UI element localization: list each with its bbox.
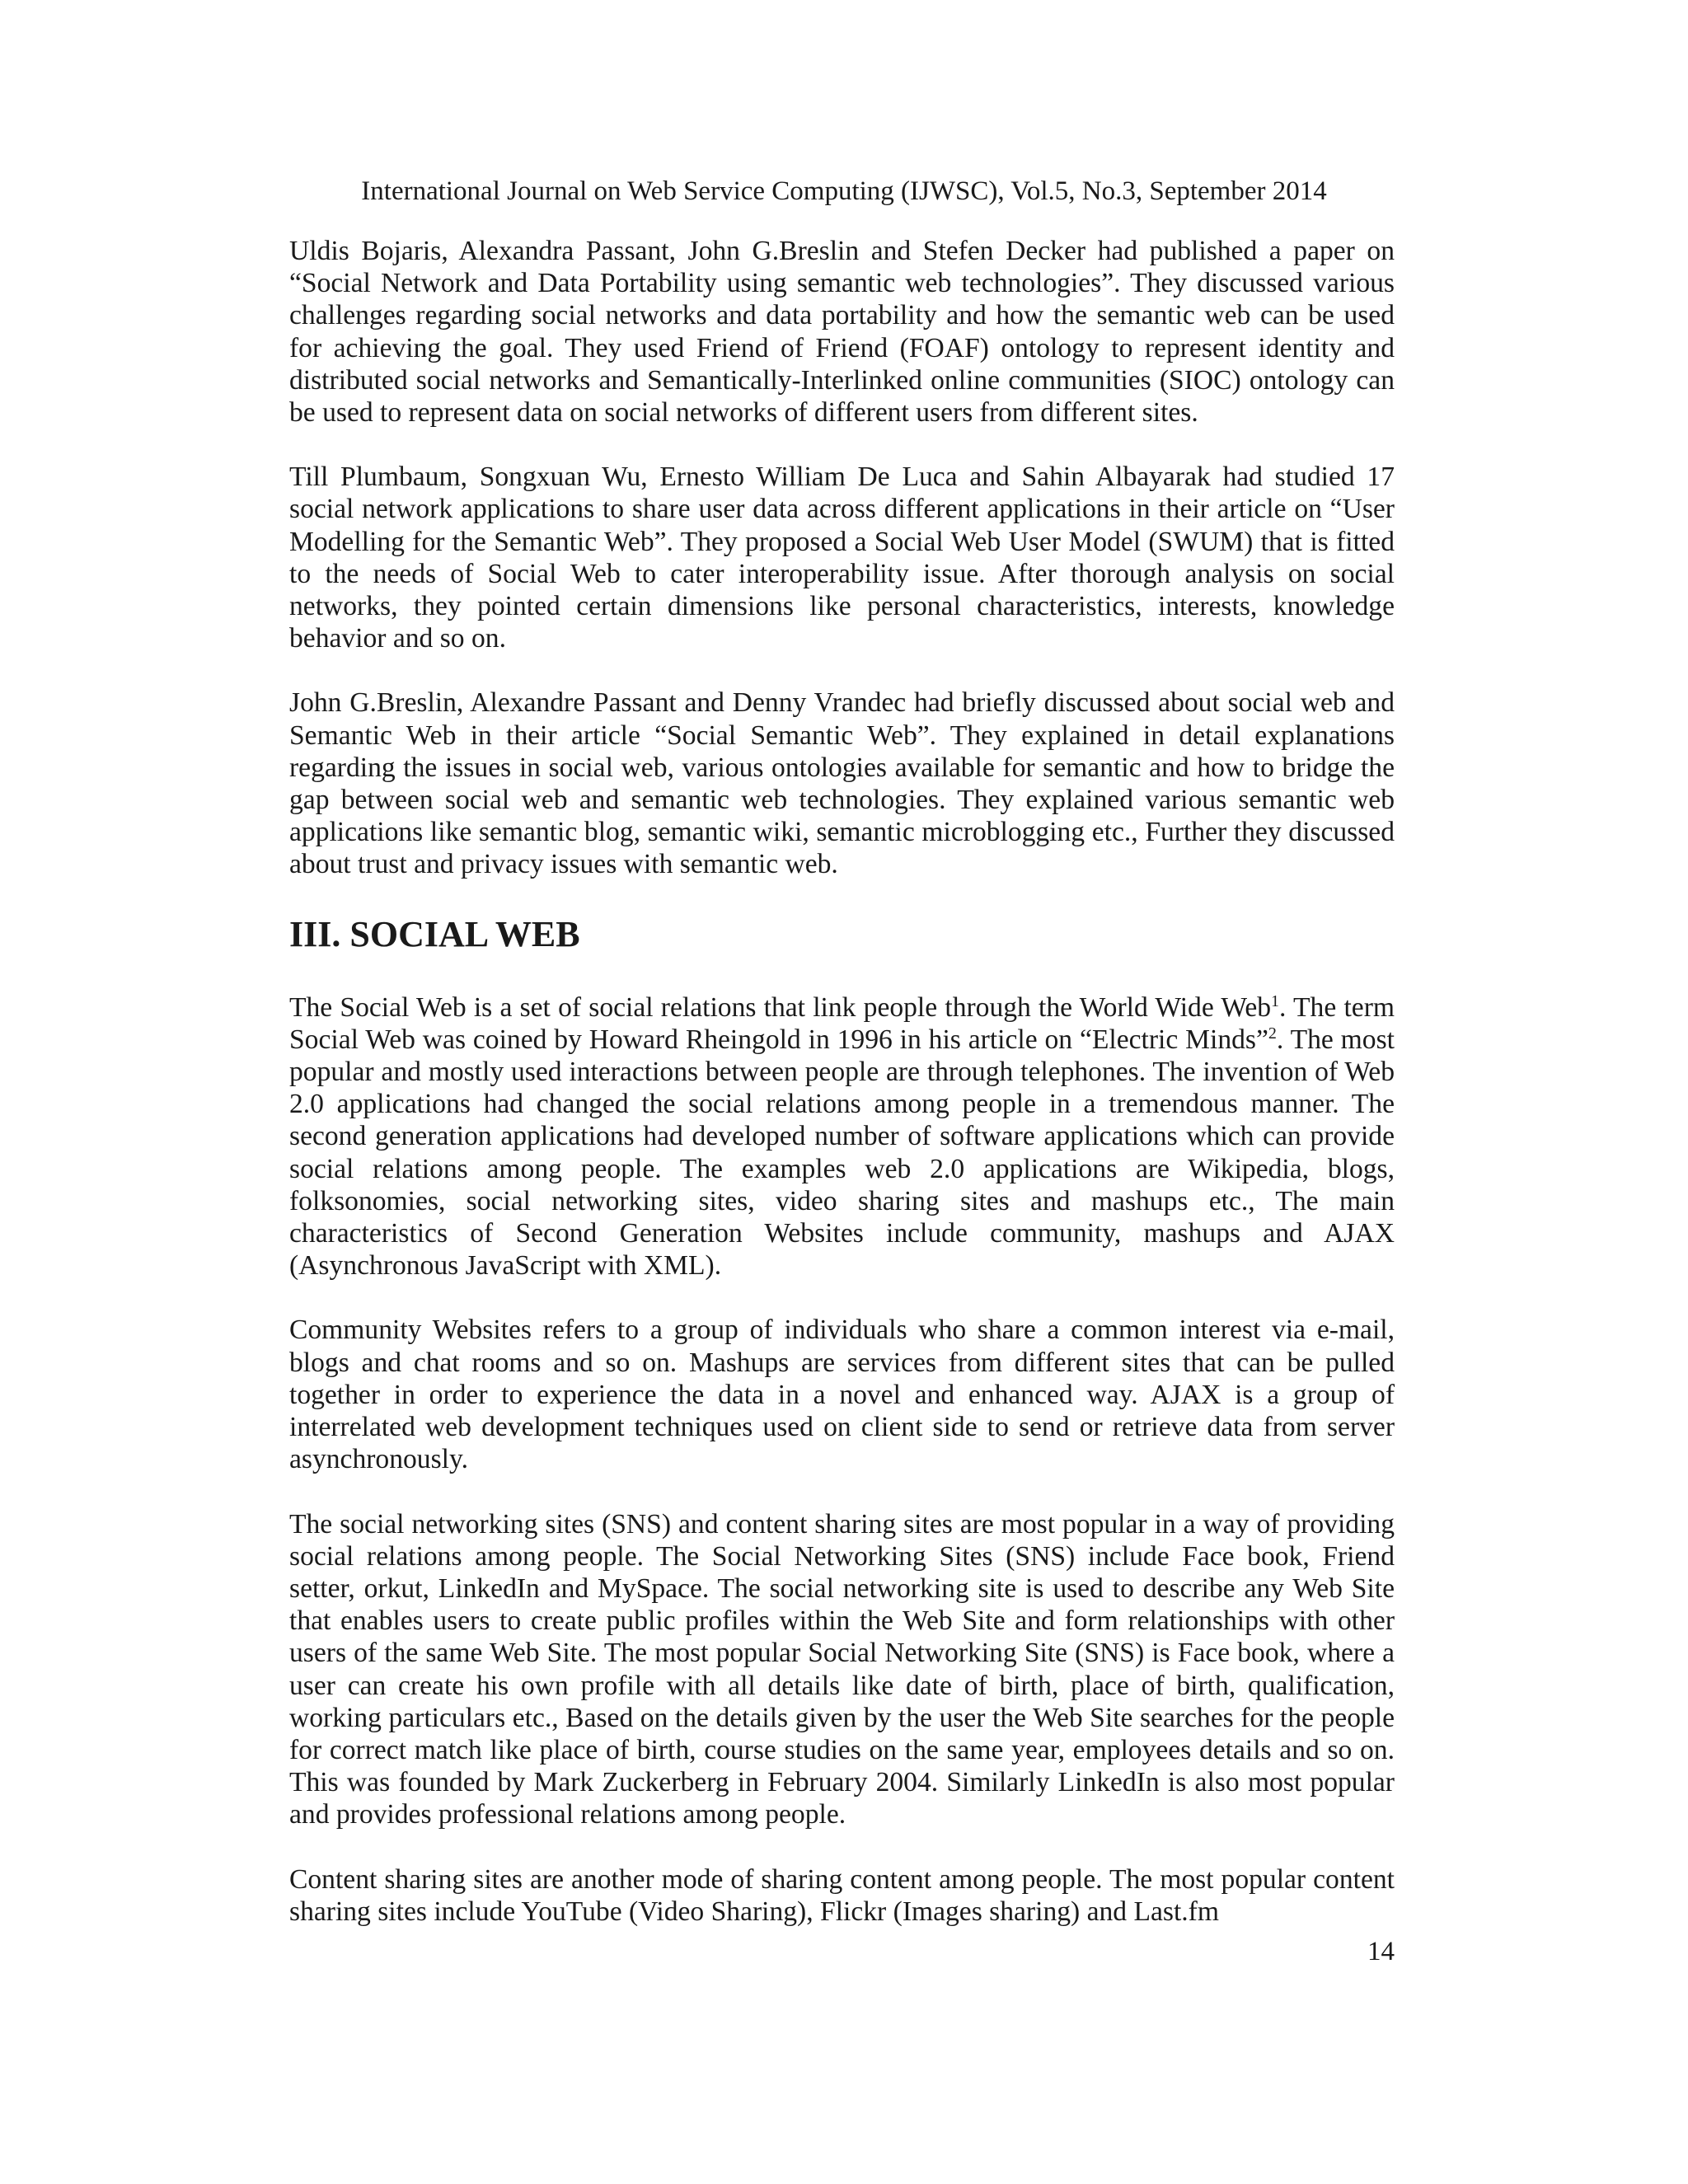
intro-text-part-1: The Social Web is a set of social relations that link people through the World Wide Web: [289, 991, 1272, 1023]
paragraph-related-work-3: John G.Breslin, Alexandre Passant and Denny Vrandec had briefly discussed about social web and Semantic Web in their article “Social Semantic Web”. They explained in detail explanations regarding the issues in social web, various ontologies available for semantic and how to bridge the gap between social web and semantic web technologies. They explained various semantic web applications like semantic blog, semantic wiki, semantic microblogging etc., Further they discussed about trust and privacy issues with semantic web.: [289, 687, 1395, 880]
paragraph-social-networking-sites: The social networking sites (SNS) and content sharing sites are most popular in a way of providing social relations among people. The Social Networking Sites (SNS) include Face book, Friend setter, orkut, LinkedIn and MySpace. The social networking site is used to describe any Web Site that enables users to create public profiles within the Web Site and form relationships with other users of the same Web Site. The most popular Social Networking Site (SNS) is Face book, where a user can create his own profile with all details like date of birth, place of birth, qualification, working particulars etc., Based on the details given by the user the Web Site searches for the people for correct match like place of birth, course studies on the same year, employees details and so on. This was founded by Mark Zuckerberg in February 2004. Similarly LinkedIn is also most popular and provides professional relations among people.: [289, 1508, 1395, 1830]
intro-text-part-3: . The most popular and mostly used interactions between people are through telephones. The invention of Web 2.0 applications had changed the social relations among people in a tremendous manner. The second generation applications had developed number of software applications which can provide social relations among people. The examples web 2.0 applications are Wikipedia, blogs, folksonomies, social networking sites, video sharing sites and mashups etc., The main characteristics of Second Generation Websites include community, mashups and AJAX (Asynchronous JavaScript with XML).: [289, 1024, 1395, 1282]
page-number: 14: [1367, 1937, 1395, 1966]
footnote-marker-1: 1: [1271, 991, 1280, 1010]
paragraph-related-work-1: Uldis Bojaris, Alexandra Passant, John G.Breslin and Stefen Decker had published a paper on “Social Network and Data Portability using semantic web technologies”. They discussed various challenges regarding social networks and data portability and how the semantic web can be used for achieving the goal. They used Friend of Friend (FOAF) ontology to represent identity and distributed social networks and Semantically-Interlinked online communities (SIOC) ontology can be used to represent data on social networks of different users from different sites.: [289, 236, 1395, 429]
paragraph-community-websites: Community Websites refers to a group of individuals who share a common interest via e-mail, blogs and chat rooms and so on. Mashups are services from different sites that can be pulled together in order to experience the data in a novel and enhanced way. AJAX is a group of interrelated web development techniques used on client side to send or retrieve data from server asynchronously.: [289, 1315, 1395, 1475]
footnote-marker-2: 2: [1268, 1024, 1277, 1043]
paragraph-social-web-intro: [289, 991, 1395, 1282]
article-body: [289, 235, 1395, 1960]
paragraph-content-sharing-sites: Content sharing sites are another mode of sharing content among people. The most popular content sharing sites include YouTube (Video Sharing), Flickr (Images sharing) and Last.fm: [289, 1863, 1395, 1927]
running-header: International Journal on Web Service Computing (IJWSC), Vol.5, No.3, September 2014: [361, 176, 1327, 206]
paragraph-related-work-2: Till Plumbaum, Songxuan Wu, Ernesto William De Luca and Sahin Albayarak had studied 17 social network applications to share user data across different applications in their article on “User Modelling for the Semantic Web”. They proposed a Social Web User Model (SWUM) that is fitted to the needs of Social Web to cater interoperability issue. After thorough analysis on social networks, they pointed certain dimensions like personal characteristics, interests, knowledge behavior and so on.: [289, 462, 1395, 654]
section-heading: III. SOCIAL WEB: [289, 913, 580, 954]
intro-text-part-2: . The term Social Web was coined by Howard Rheingold in 1996 in his article on “Electric Minds”: [289, 991, 1395, 1055]
